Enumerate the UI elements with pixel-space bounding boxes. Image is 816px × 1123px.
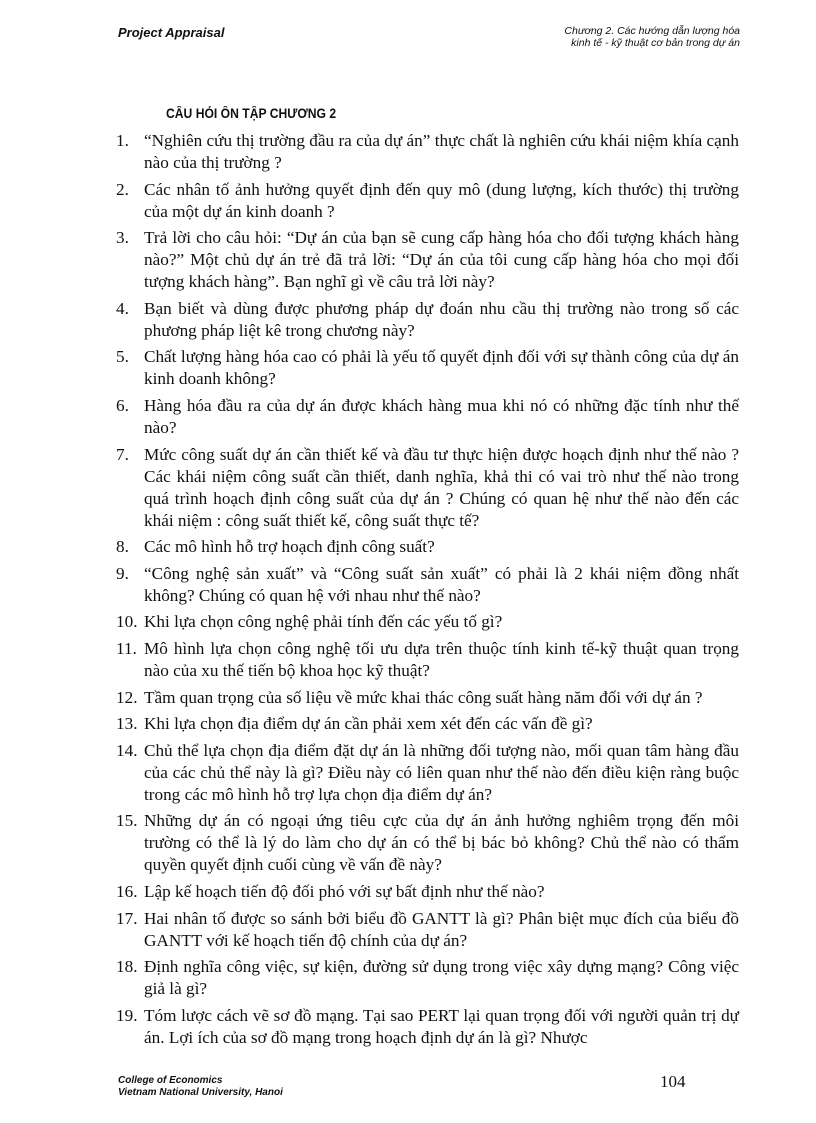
question-text: Tóm lược cách vẽ sơ đồ mạng. Tại sao PERT lại quan trọng đối với người quản trị dự án. Lợi ích của sơ đồ mạng trong hoạch định dự án là gì? Nhược: [144, 1005, 739, 1047]
question-number: 16.: [116, 881, 138, 901]
question-number: 7.: [116, 444, 129, 464]
question-item: [116, 956, 739, 1000]
question-text: Định nghĩa công việc, sự kiện, đường sử dụng trong việc xây dựng mạng? Công việc giả là gì?: [144, 957, 739, 999]
question-text: Chất lượng hàng hóa cao có phải là yếu tố quyết định đối với sự thành công của dự án kinh doanh không?: [144, 347, 739, 389]
question-item: [116, 908, 739, 952]
page-title: CÂU HỎI ÔN TẬP CHƯƠNG 2: [166, 106, 337, 121]
question-item: [116, 130, 739, 174]
question-text: Hai nhân tố được so sánh bởi biểu đồ GANTT là gì? Phân biệt mục đích của biểu đồ GANTT với kế hoạch tiến độ chính của dự án?: [144, 908, 739, 950]
question-text: “Công nghệ sản xuất” và “Công suất sản xuất” có phải là 2 khái niệm đồng nhất không? Chúng có quan hệ với nhau như thế nào?: [144, 563, 739, 605]
question-number: 1.: [116, 131, 129, 150]
question-number: 4.: [116, 298, 129, 318]
question-list: [116, 130, 739, 1053]
question-item: [116, 810, 739, 876]
question-text: Tầm quan trọng của số liệu về mức khai thác công suất hàng năm đối với dự án ?: [144, 687, 703, 707]
question-number: 19.: [116, 1005, 138, 1025]
question-text: Mức công suất dự án cần thiết kế và đầu tư thực hiện được hoạch định như thế nào ? Các khái niệm công suất cần thiết, danh nghĩa, khả thi có vai trò như thế nào trong quá trình hoạch định công suất của dự án ? Chúng có quan hệ như thế nào đến các khái niệm : công suất thiết kế, công suất thực tế?: [144, 444, 739, 530]
question-text: “Nghiên cứu thị trường đầu ra của dự án” thực chất là nghiên cứu khái niệm khía cạnh nào của thị trường ?: [144, 131, 739, 172]
question-item: [116, 536, 739, 558]
question-number: 6.: [116, 395, 129, 415]
header-left-title: Project Appraisal: [118, 25, 225, 40]
question-text: Khi lựa chọn công nghệ phải tính đến các yếu tố gì?: [144, 612, 503, 632]
page-number: 104: [660, 1072, 686, 1091]
question-text: Trả lời cho câu hỏi: “Dự án của bạn sẽ cung cấp hàng hóa cho đối tượng khách hàng nào?” Một chủ dự án trẻ đã trả lời: “Dự án của tôi cung cấp hàng hóa cho mọi đối tượng khách hàng”. Bạn nghĩ gì về câu trả lời này?: [144, 228, 739, 292]
question-text: Các mô hình hỗ trợ hoạch định công suất?: [144, 537, 435, 557]
header-chapter-title: [564, 25, 740, 49]
question-number: 12.: [116, 687, 138, 707]
question-item: [116, 179, 739, 223]
question-number: 11.: [116, 638, 137, 658]
question-item: [116, 298, 739, 342]
question-number: 14.: [116, 740, 138, 760]
question-item: [116, 1005, 739, 1049]
question-item: [116, 227, 739, 293]
question-item: [116, 740, 739, 806]
question-item: [116, 395, 739, 439]
question-text: Hàng hóa đầu ra của dự án được khách hàng mua khi nó có những đặc tính như thế nào?: [144, 395, 739, 437]
footer-line-1: College of Economics: [118, 1075, 223, 1086]
question-number: 13.: [116, 714, 138, 734]
question-number: 5.: [116, 347, 129, 367]
question-item: [116, 638, 739, 682]
question-text: Mô hình lựa chọn công nghệ tối ưu dựa trên thuộc tính kinh tế-kỹ thuật quan trọng nào của xu thế tiến bộ khoa học kỹ thuật?: [144, 638, 739, 680]
question-text: Khi lựa chọn địa điểm dự án cần phải xem xét đến các vấn đề gì?: [144, 714, 593, 734]
footer-institution: [118, 1075, 283, 1099]
question-text: Lập kế hoạch tiến độ đối phó với sự bất định như thế nào?: [144, 881, 545, 901]
question-item: [116, 687, 739, 709]
question-number: 10.: [116, 612, 138, 632]
question-item: [116, 563, 739, 607]
footer-line-2: Vietnam National University, Hanoi: [118, 1087, 283, 1098]
question-item: [116, 444, 739, 532]
question-number: 2.: [116, 179, 129, 199]
header-chapter-line-1: Chương 2. Các hướng dẫn lượng hóa: [564, 25, 740, 37]
question-number: 15.: [116, 811, 138, 831]
question-item: [116, 881, 739, 903]
question-text: Các nhân tố ảnh hưởng quyết định đến quy mô (dung lượng, kích thước) thị trường của một dự án kinh doanh ?: [144, 179, 739, 221]
question-item: [116, 346, 739, 390]
question-number: 9.: [116, 563, 129, 583]
question-item: [116, 611, 739, 633]
question-text: Những dự án có ngoại ứng tiêu cực của dự án ảnh hưởng nghiêm trọng đến môi trường có thể là lý do làm cho dự án có thể bị bác bỏ không? Chủ thể nào có thẩm quyền quyết định cuối cùng về vấn đề này?: [144, 811, 739, 875]
question-number: 3.: [116, 228, 129, 248]
header-chapter-line-2: kinh tế - kỹ thuật cơ bản trong dự án: [571, 37, 740, 49]
question-number: 8.: [116, 537, 129, 557]
question-number: 17.: [116, 908, 138, 928]
question-number: 18.: [116, 957, 138, 977]
question-text: Chủ thể lựa chọn địa điểm đặt dự án là những đối tượng nào, mối quan tâm hàng đầu của các chủ thể này là gì? Điều này có liên quan như thế nào đến điều kiện ràng buộc trong các mô hình hỗ trợ lựa chọn địa điểm dự án?: [144, 740, 739, 804]
question-item: [116, 713, 739, 735]
question-text: Bạn biết và dùng được phương pháp dự đoán nhu cầu thị trường nào trong số các phương pháp liệt kê trong chương này?: [144, 298, 739, 340]
